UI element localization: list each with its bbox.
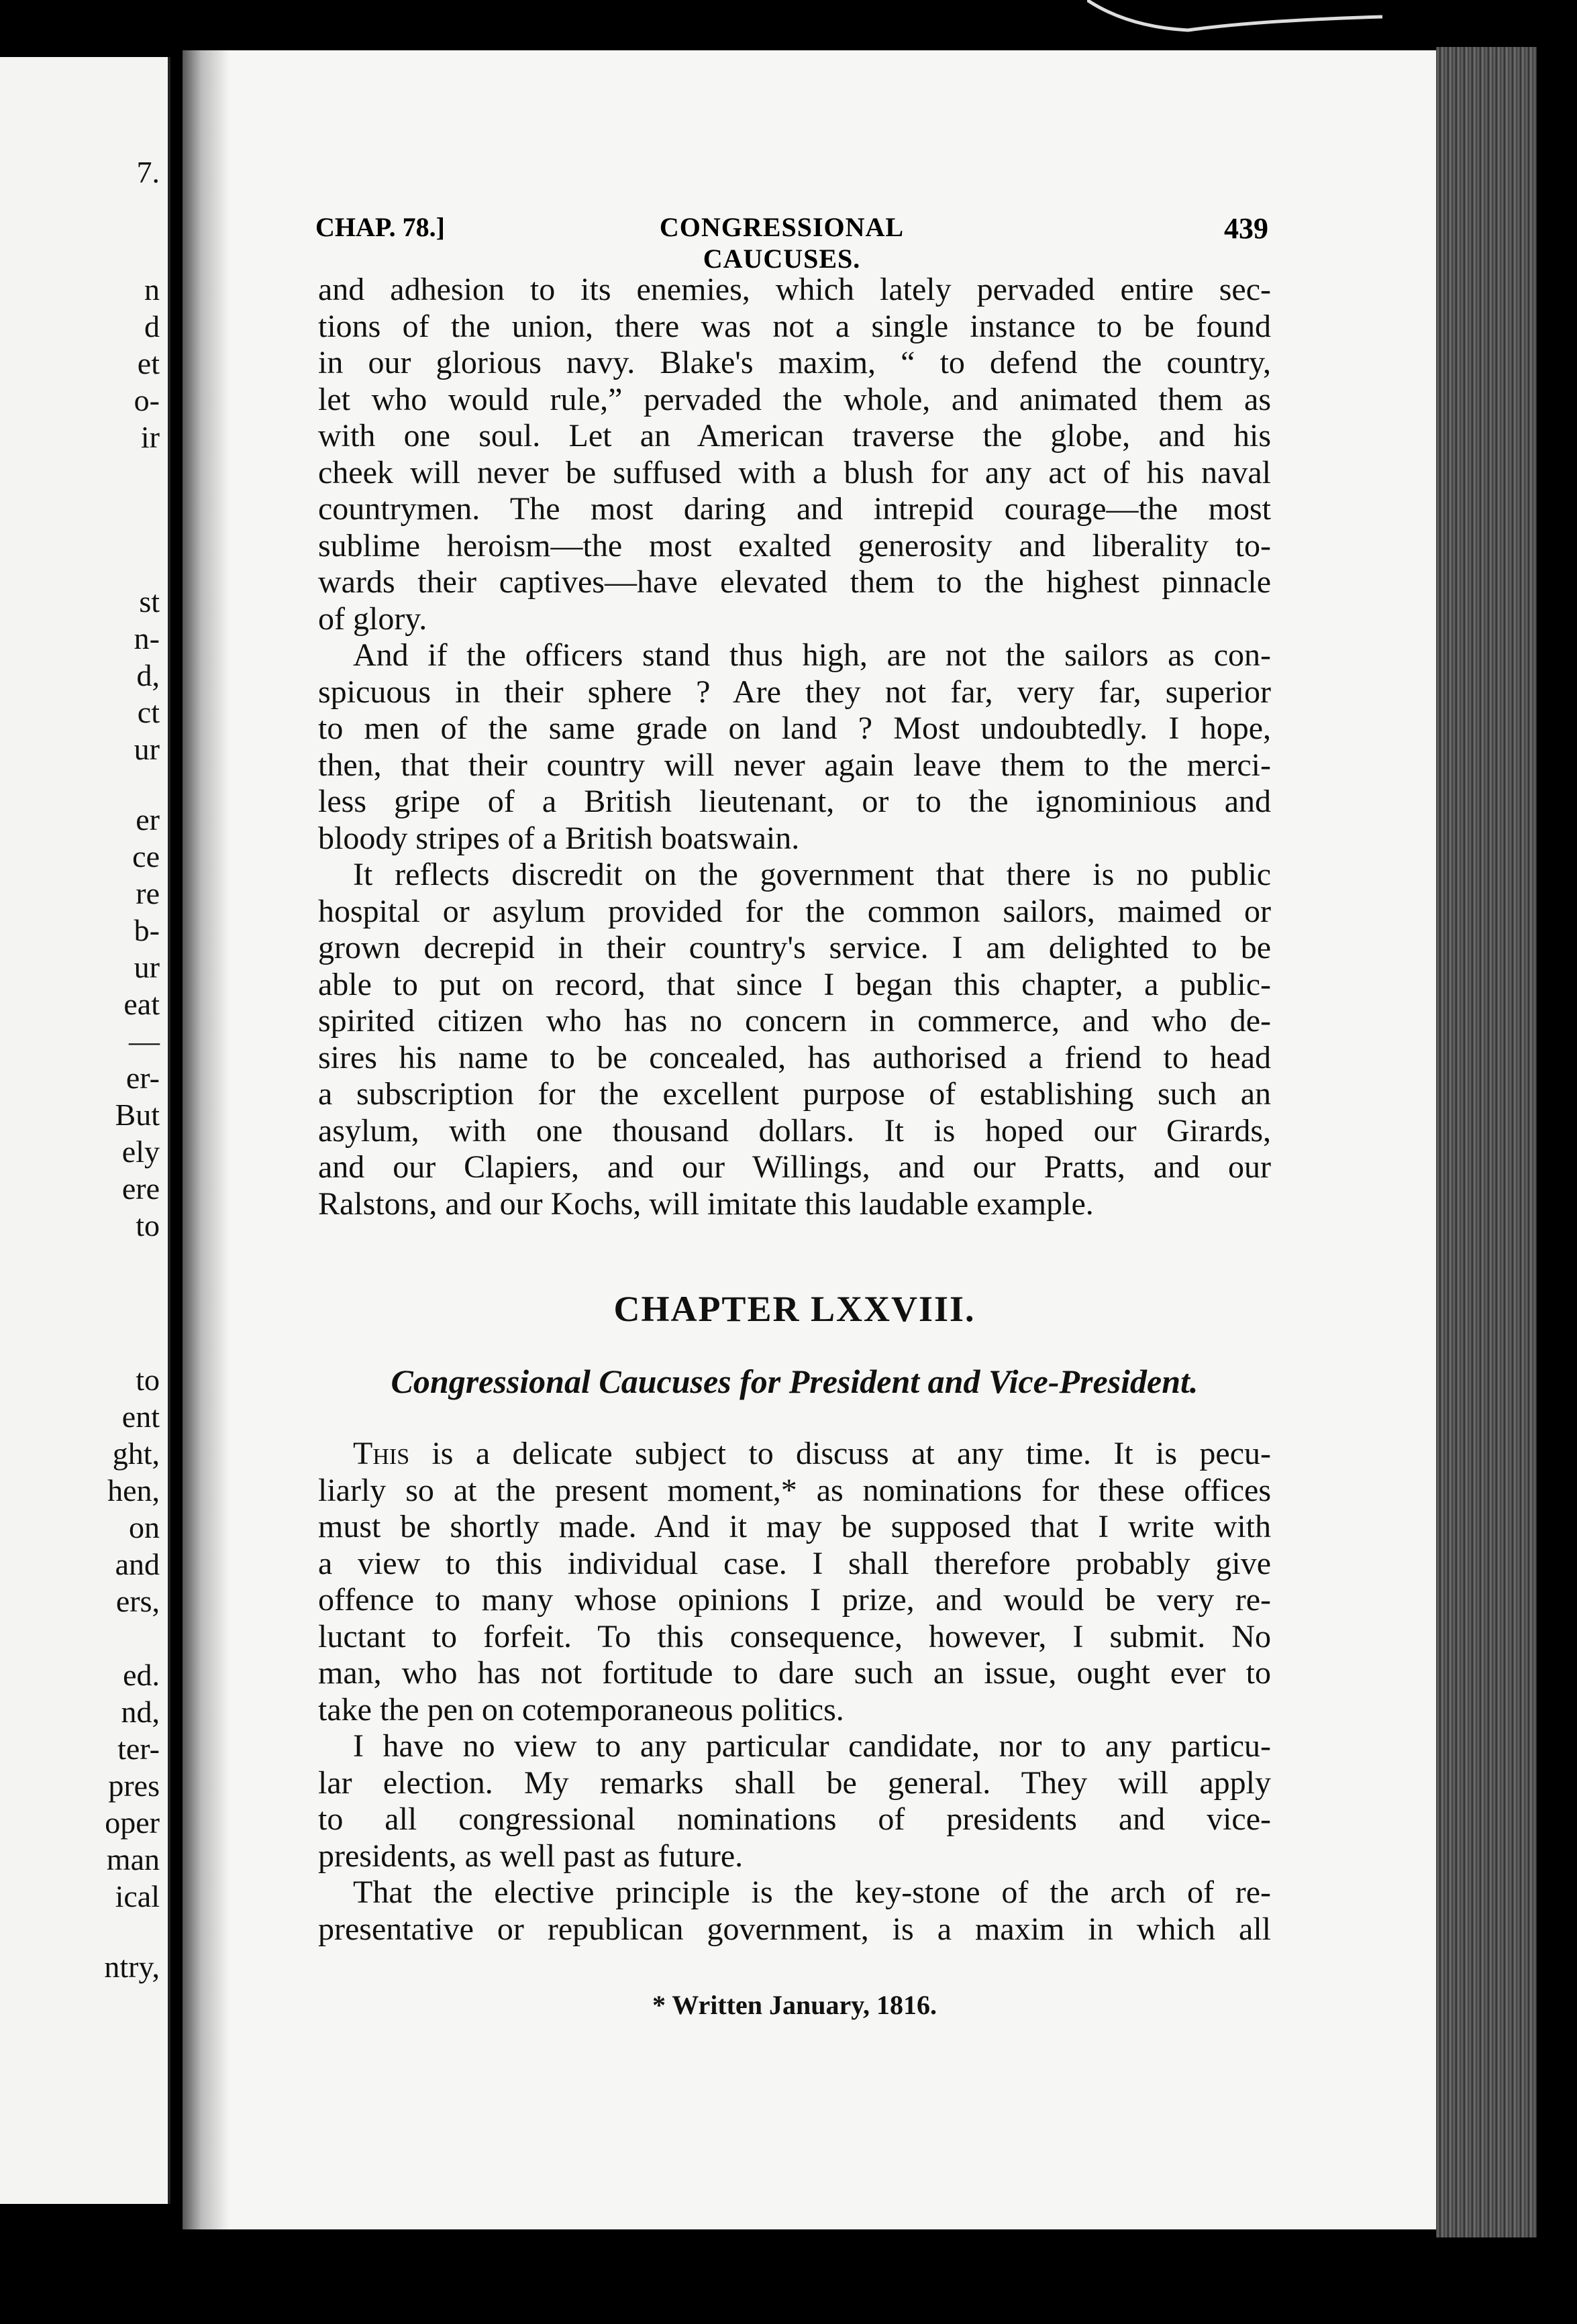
left-page-text-fragment: But [115,1098,160,1132]
text-line: luctant to forfeit. To this consequence, however, I submit. No [318,1618,1271,1654]
running-head [315,211,1268,274]
left-page-text-fragment: ntry, [104,1950,160,1984]
text-line: with one soul. Let an American traverse the globe, and his [318,418,1271,454]
left-page-text-fragment: o- [134,383,160,417]
left-page-text-fragment: ter- [117,1732,160,1766]
drop-word: This [353,1436,410,1471]
left-page-text-fragment: and [115,1547,160,1581]
text-line: wards their captives—have elevated them to the highest pinnacle [318,564,1271,600]
text-line: and adhesion to its enemies, which lately pervaded entire sec- [318,272,1271,307]
text-line: of glory. [318,600,427,637]
left-page-text-fragment: n [144,272,160,307]
first-line-rest: is a delicate subject to discuss at any time. It is pecu- [409,1436,1271,1471]
left-page-text-fragment: to [136,1363,160,1397]
left-page-text-fragment: b- [134,913,160,947]
text-line: to men of the same grade on land ? Most undoubtedly. I hope, [318,710,1271,746]
bookmark-ribbon [1087,0,1382,40]
left-page-text-fragment: ere [121,1171,160,1206]
page-edges [1436,47,1537,2237]
text-line: then, that their country will never again leave them to the merci- [318,747,1271,783]
left-page-text-fragment: d, [136,658,160,692]
text-line: in our glorious navy. Blake's maxim, “ to defend the country, [318,345,1271,380]
left-page-text-fragment: ur [134,732,160,766]
text-line: countrymen. The most daring and intrepid courage—the most [318,491,1271,527]
text-line: grown decrepid in their country's service. I am delighted to be [318,930,1271,965]
text-line: cheek will never be suffused with a blush for any act of his naval [318,454,1271,490]
left-page-text-fragment: st [139,584,160,619]
left-page-text-fragment: er [136,802,160,837]
text-line: man, who has not fortitude to dare such an issue, ought ever to [318,1655,1271,1691]
text-line: offence to many whose opinions I prize, and would be very re- [318,1582,1271,1618]
text-line: spicuous in their sphere ? Are they not far, very far, superior [318,674,1271,710]
text-line: hospital or asylum provided for the common sailors, maimed or [318,893,1271,929]
footnote: * Written January, 1816. [652,1990,937,2020]
left-page-text-fragment: ely [121,1134,160,1169]
chapter-subtitle: Congressional Caucuses for President and Vice-President. [391,1363,1199,1400]
left-page-text-fragment: ght, [112,1436,160,1471]
text-line: liarly so at the present moment,* as nominations for these offices [318,1472,1271,1508]
left-page-text-fragment: ers, [115,1584,160,1618]
paragraph-6 [318,1874,1271,1948]
text-line: And if the officers stand thus high, are not the sailors as con- [353,637,1271,673]
left-page-text-fragment: eat [123,987,160,1021]
text-line: take the pen on cotemporaneous politics. [318,1691,844,1728]
left-page-text-fragment: ical [115,1879,160,1913]
left-page-text-fragment: ct [137,695,160,729]
gutter-shadow [183,50,230,2229]
paragraph-4-first-line [318,1436,1271,1473]
text-line: and our Clapiers, and our Willings, and our Pratts, and our [318,1149,1271,1185]
text-line: must be shortly made. And it may be supposed that I write with [318,1509,1271,1544]
left-page-text-fragment: man [106,1842,160,1877]
text-line: sublime heroism—the most exalted generosity and liberality to- [318,527,1271,564]
text-line: a view to this individual case. I shall therefore probably give [318,1545,1271,1581]
text-line: presentative or republican government, is a maxim in which all [318,1911,1271,1947]
paragraph-2 [318,637,1271,857]
text-line: lar election. My remarks shall be general. They will apply [318,1764,1271,1801]
text-line: tions of the union, there was not a single instance to be found [318,308,1271,344]
left-facing-page [0,57,170,2204]
left-page-text-fragment: oper [105,1805,160,1840]
left-page-text-fragment: pres [108,1768,160,1803]
running-title: CONGRESSIONAL CAUCUSES. [659,212,905,274]
paragraph-4 [318,1436,1271,1728]
paragraph-1 [318,272,1271,637]
text-line: bloody stripes of a British boatswain. [318,820,800,856]
paragraph-5 [318,1728,1271,1874]
left-page-text-fragment: n- [134,621,160,655]
left-page-text-fragment: ce [132,839,160,874]
text-line: able to put on record, that since I began this chapter, a public- [318,966,1271,1002]
left-page-text-fragment: to [136,1208,160,1243]
left-page-text-fragment: on [129,1510,160,1544]
text-line: presidents, as well past as future. [318,1838,744,1874]
page-number: 439 [1224,212,1268,245]
text-line: let who would rule,” pervaded the whole, and animated them as [318,381,1271,417]
left-page-text-fragment: — [129,1024,160,1058]
left-page-text-fragment: hen, [107,1473,160,1508]
left-page-text-fragment: nd, [121,1695,160,1729]
left-page-text-fragment: ent [121,1399,160,1434]
text-line: to all congressional nominations of presidents and vice- [318,1801,1271,1837]
text-line: That the elective principle is the key-stone of the arch of re- [353,1874,1271,1910]
chapter-reference: CHAP. 78.] [315,212,445,242]
left-page-text-fragment: ir [140,420,160,454]
left-page-text-fragment: 7. [136,155,160,189]
text-line: sires his name to be concealed, has authorised a friend to head [318,1039,1271,1075]
text-line: Ralstons, and our Kochs, will imitate this laudable example. [318,1185,1094,1222]
left-page-text-fragment: re [136,876,160,910]
text-line: asylum, with one thousand dollars. It is hoped our Girards, [318,1112,1271,1149]
paragraph-3 [318,857,1271,1222]
left-page-text-fragment: ed. [123,1658,160,1692]
left-page-text-fragment: et [137,346,160,380]
left-page-text-fragment: ur [134,950,160,984]
left-page-text-fragment: er- [125,1061,160,1095]
left-page-text-fragment: d [144,309,160,344]
text-line: It reflects discredit on the government that there is no public [353,857,1271,892]
text-line: spirited citizen who has no concern in commerce, and who de- [318,1003,1271,1039]
text-line: a subscription for the excellent purpose of establishing such an [318,1076,1271,1112]
text-line: I have no view to any particular candidate, nor to any particu- [353,1728,1271,1764]
chapter-title: CHAPTER LXXVIII. [613,1289,976,1329]
text-line: less gripe of a British lieutenant, or to the ignominious and [318,784,1271,819]
